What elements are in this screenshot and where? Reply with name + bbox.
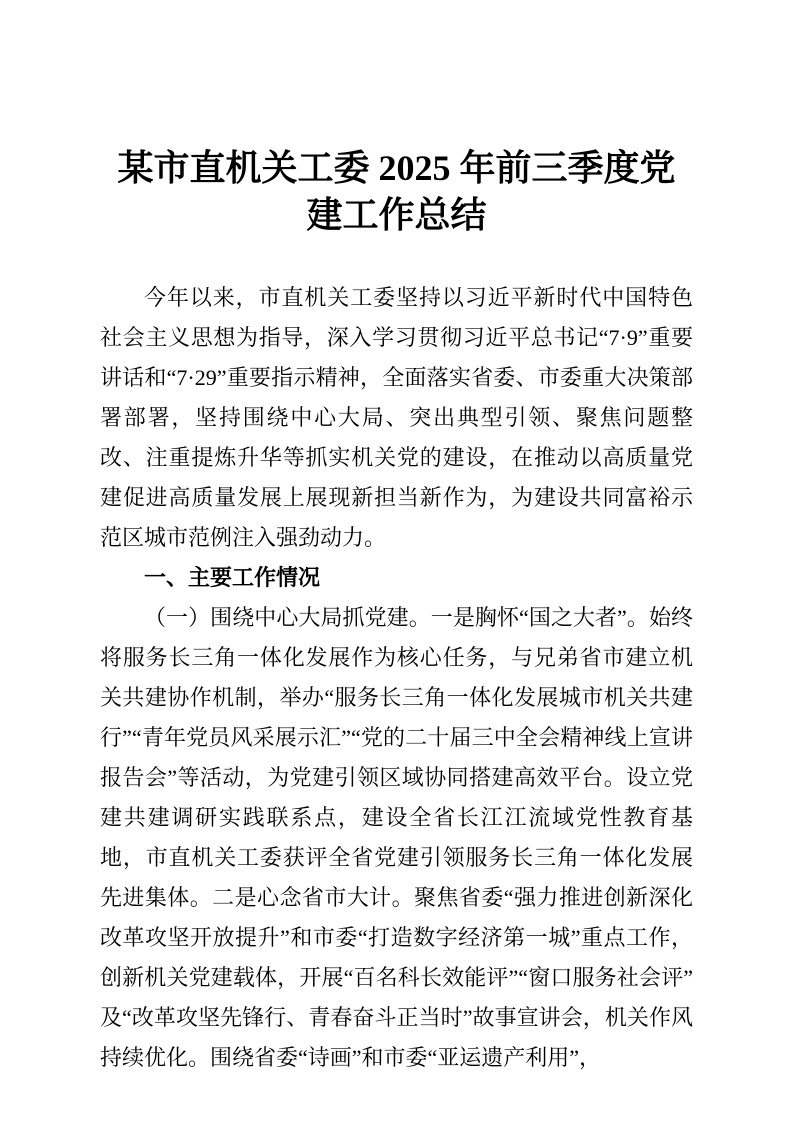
section-heading-main-work: 一、主要工作情况 bbox=[144, 565, 321, 590]
document-title: 某市直机关工委 2025 年前三季度党建工作总结 bbox=[117, 148, 676, 235]
intro-paragraph: 今年以来，市直机关工委坚持以习近平新时代中国特色社会主义思想为指导，深入学习贯彻习近平总书记“7·9”重要讲话和“7·29”重要指示精神，全面落实省委、市委重大决策部署部署，坚持围绕中心大局、突出典型引领、聚焦问题整改、注重提炼升华等抓实机关党的建设，在推动以高质量党建促进高质量发展上展现新担当新作为，为建设共同富裕示范区城市范例注入强劲动力。 bbox=[100, 285, 693, 550]
section-paragraph-1: （一）围绕中心大局抓党建。一是胸怀“国之大者”。始终将服务长三角一体化发展作为核心任务，与兄弟省市建立机关共建协作机制，举办“服务长三角一体化发展城市机关共建行”“青年党员风采展示汇”“党的二十届三中全会精神线上宣讲报告会”等活动，为党建引领区域协同搭建高效平台。设立党建共建调研实践联系点，建设全省长江江流域党性教育基地，市直机关工委获评全省党建引领服务长三角一体化发展先进集体。二是心念省市大计。聚焦省委“强力推进创新深化改革攻坚开放提升”和市委“打造数字经济第一城”重点工作，创新机关党建载体，开展“百名科长效能评”“窗口服务社会评”及“改革攻坚先锋行、青春奋斗正当时”故事宣讲会，机关作风持续优化。围绕省委“诗画”和市委“亚运遗产利用”， bbox=[100, 605, 694, 1070]
